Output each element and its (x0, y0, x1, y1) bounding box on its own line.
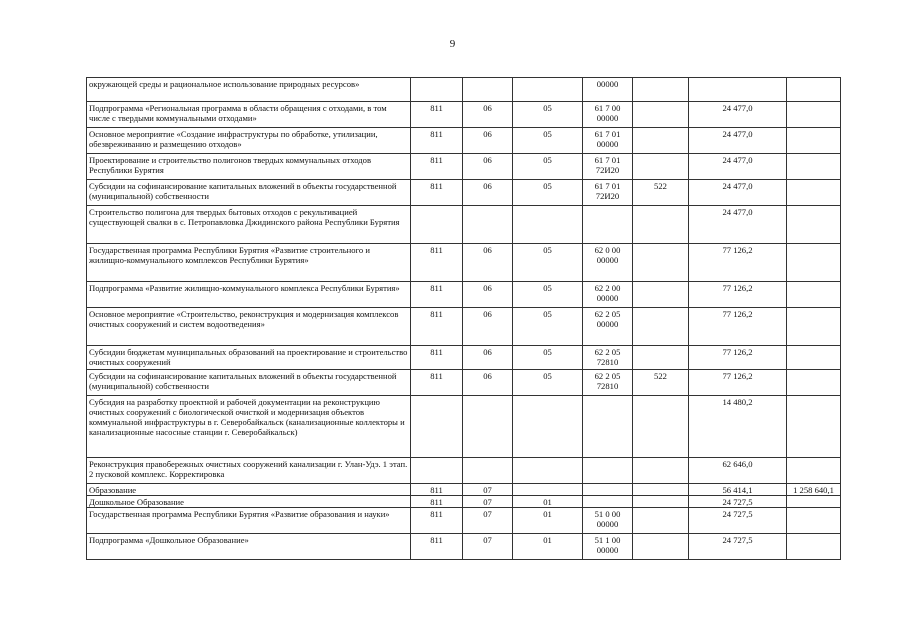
row-ministry-cell: 811 (411, 370, 463, 396)
row-amount-cell: 77 126,2 (689, 308, 787, 346)
row-section-cell: 06 (463, 154, 513, 180)
row-target-code-cell (583, 206, 633, 244)
row-target-code-cell: 61 7 00 00000 (583, 102, 633, 128)
row-amount-cell: 56 414,1 (689, 484, 787, 496)
row-amount2-cell (787, 244, 841, 282)
row-expense-type-cell (633, 244, 689, 282)
row-amount-cell: 24 477,0 (689, 180, 787, 206)
row-expense-type-cell (633, 508, 689, 534)
row-subsection-cell: 05 (513, 154, 583, 180)
row-section-cell (463, 396, 513, 458)
row-subsection-cell: 05 (513, 370, 583, 396)
row-ministry-cell: 811 (411, 308, 463, 346)
row-expense-type-cell: 522 (633, 370, 689, 396)
row-amount-cell: 24 477,0 (689, 206, 787, 244)
row-expense-type-cell (633, 534, 689, 560)
row-section-cell (463, 206, 513, 244)
row-amount2-cell (787, 154, 841, 180)
row-amount2-cell: 1 258 640,1 (787, 484, 841, 496)
row-section-cell: 07 (463, 484, 513, 496)
row-ministry-cell (411, 458, 463, 484)
row-amount2-cell (787, 508, 841, 534)
row-section-cell: 06 (463, 102, 513, 128)
row-name-cell: Государственная программа Республики Бурятия «Развитие строительного и жилищно-коммунального комплексов Республики Бурятия» (87, 244, 411, 282)
row-target-code-cell: 62 2 00 00000 (583, 282, 633, 308)
row-section-cell: 06 (463, 370, 513, 396)
row-target-code-cell: 61 7 01 72И20 (583, 180, 633, 206)
row-target-code-cell: 61 7 01 72И20 (583, 154, 633, 180)
row-expense-type-cell (633, 308, 689, 346)
row-section-cell: 06 (463, 308, 513, 346)
row-target-code-cell: 51 0 00 00000 (583, 508, 633, 534)
row-subsection-cell (513, 458, 583, 484)
page-number: 9 (449, 38, 456, 50)
row-ministry-cell: 811 (411, 534, 463, 560)
row-target-code-cell: 00000 (583, 78, 633, 102)
row-name-cell: Субсидия на разработку проектной и рабочей документации на реконструкцию очистных сооружений с биологической очисткой и модернизация объектов коммунальной инфраструктуры в г. Северобайкальск (канализационные коллекторы и канализационные насосные станции г. Северобайкальск) (87, 396, 411, 458)
row-amount2-cell (787, 282, 841, 308)
table-row (87, 508, 841, 534)
row-amount-cell: 77 126,2 (689, 244, 787, 282)
row-subsection-cell (513, 78, 583, 102)
table-body (87, 78, 841, 560)
row-target-code-cell (583, 496, 633, 508)
row-name-cell: Проектирование и строительство полигонов твердых коммунальных отходов Республики Бурятия (87, 154, 411, 180)
table-row (87, 308, 841, 346)
row-target-code-cell: 62 2 05 72810 (583, 370, 633, 396)
row-target-code-cell: 61 7 01 00000 (583, 128, 633, 154)
row-section-cell: 06 (463, 180, 513, 206)
row-expense-type-cell (633, 346, 689, 370)
row-subsection-cell (513, 396, 583, 458)
row-subsection-cell: 05 (513, 282, 583, 308)
row-name-cell: Образование (87, 484, 411, 496)
row-subsection-cell (513, 484, 583, 496)
row-subsection-cell: 05 (513, 244, 583, 282)
row-amount2-cell (787, 102, 841, 128)
row-expense-type-cell (633, 484, 689, 496)
row-target-code-cell: 62 2 05 00000 (583, 308, 633, 346)
row-name-cell: Субсидии на софинансирование капитальных вложений в объекты государственной (муниципальной) собственности (87, 370, 411, 396)
table-row (87, 458, 841, 484)
row-amount-cell: 24 477,0 (689, 102, 787, 128)
row-ministry-cell: 811 (411, 244, 463, 282)
table-row (87, 180, 841, 206)
row-amount2-cell (787, 206, 841, 244)
row-subsection-cell: 01 (513, 508, 583, 534)
row-amount2-cell (787, 346, 841, 370)
row-name-cell: Государственная программа Республики Бурятия «Развитие образования и науки» (87, 508, 411, 534)
budget-table (86, 77, 841, 560)
table-row (87, 244, 841, 282)
row-subsection-cell: 01 (513, 534, 583, 560)
row-amount-cell: 62 646,0 (689, 458, 787, 484)
row-amount-cell: 24 477,0 (689, 128, 787, 154)
table-row (87, 78, 841, 102)
row-section-cell: 06 (463, 128, 513, 154)
row-expense-type-cell (633, 458, 689, 484)
table-row (87, 206, 841, 244)
row-subsection-cell: 01 (513, 496, 583, 508)
row-section-cell (463, 458, 513, 484)
row-expense-type-cell (633, 206, 689, 244)
row-expense-type-cell (633, 282, 689, 308)
row-target-code-cell: 51 1 00 00000 (583, 534, 633, 560)
row-expense-type-cell (633, 78, 689, 102)
table-row (87, 370, 841, 396)
row-name-cell: окружающей среды и рациональное использование природных ресурсов» (87, 78, 411, 102)
row-subsection-cell: 05 (513, 308, 583, 346)
table-row (87, 496, 841, 508)
row-target-code-cell (583, 458, 633, 484)
row-amount2-cell (787, 534, 841, 560)
row-ministry-cell: 811 (411, 180, 463, 206)
row-amount-cell: 14 480,2 (689, 396, 787, 458)
row-expense-type-cell (633, 128, 689, 154)
row-ministry-cell (411, 396, 463, 458)
row-ministry-cell: 811 (411, 496, 463, 508)
row-amount2-cell (787, 308, 841, 346)
row-ministry-cell: 811 (411, 128, 463, 154)
row-expense-type-cell: 522 (633, 180, 689, 206)
row-section-cell: 06 (463, 346, 513, 370)
row-amount2-cell (787, 180, 841, 206)
row-section-cell (463, 78, 513, 102)
row-subsection-cell (513, 206, 583, 244)
row-amount2-cell (787, 78, 841, 102)
row-amount-cell: 24 727,5 (689, 496, 787, 508)
row-section-cell: 07 (463, 496, 513, 508)
table-row (87, 128, 841, 154)
row-target-code-cell (583, 484, 633, 496)
table-row (87, 534, 841, 560)
row-target-code-cell (583, 396, 633, 458)
row-section-cell: 07 (463, 508, 513, 534)
row-subsection-cell: 05 (513, 346, 583, 370)
row-section-cell: 06 (463, 244, 513, 282)
row-target-code-cell: 62 2 05 72810 (583, 346, 633, 370)
row-name-cell: Подпрограмма «Дошкольное Образование» (87, 534, 411, 560)
row-ministry-cell: 811 (411, 484, 463, 496)
row-expense-type-cell (633, 102, 689, 128)
row-section-cell: 06 (463, 282, 513, 308)
table-row (87, 396, 841, 458)
row-amount2-cell (787, 128, 841, 154)
row-amount-cell: 77 126,2 (689, 282, 787, 308)
row-amount-cell (689, 78, 787, 102)
row-name-cell: Субсидии бюджетам муниципальных образований на проектирование и строительство очистных сооружений (87, 346, 411, 370)
row-amount2-cell (787, 396, 841, 458)
row-subsection-cell: 05 (513, 102, 583, 128)
row-ministry-cell (411, 78, 463, 102)
row-name-cell: Подпрограмма «Развитие жилищно-коммунального комплекса Республики Бурятия» (87, 282, 411, 308)
row-section-cell: 07 (463, 534, 513, 560)
table-row (87, 154, 841, 180)
row-ministry-cell: 811 (411, 102, 463, 128)
row-amount-cell: 77 126,2 (689, 370, 787, 396)
row-subsection-cell: 05 (513, 128, 583, 154)
row-amount-cell: 77 126,2 (689, 346, 787, 370)
row-target-code-cell: 62 0 00 00000 (583, 244, 633, 282)
table-row (87, 282, 841, 308)
row-name-cell: Субсидии на софинансирование капитальных вложений в объекты государственной (муниципальной) собственности (87, 180, 411, 206)
table-row (87, 484, 841, 496)
row-amount2-cell (787, 458, 841, 484)
row-expense-type-cell (633, 396, 689, 458)
row-name-cell: Дошкольное Образование (87, 496, 411, 508)
row-ministry-cell: 811 (411, 282, 463, 308)
row-name-cell: Подпрограмма «Региональная программа в области обращения с отходами, в том числе с твердыми коммунальными отходами» (87, 102, 411, 128)
row-amount-cell: 24 727,5 (689, 508, 787, 534)
row-expense-type-cell (633, 496, 689, 508)
table-row (87, 102, 841, 128)
row-name-cell: Основное мероприятие «Строительство, реконструкция и модернизация комплексов очистных сооружений и систем водоотведения» (87, 308, 411, 346)
table-row (87, 346, 841, 370)
row-ministry-cell (411, 206, 463, 244)
row-ministry-cell: 811 (411, 508, 463, 534)
row-amount-cell: 24 727,5 (689, 534, 787, 560)
row-expense-type-cell (633, 154, 689, 180)
row-amount2-cell (787, 496, 841, 508)
row-amount2-cell (787, 370, 841, 396)
row-subsection-cell: 05 (513, 180, 583, 206)
row-name-cell: Основное мероприятие «Создание инфраструктуры по обработке, утилизации, обезвреживанию и размещению отходов» (87, 128, 411, 154)
row-ministry-cell: 811 (411, 154, 463, 180)
row-name-cell: Реконструкция правобережных очистных сооружений канализации г. Улан-Удэ. 1 этап. 2 пусковой комплекс. Корректировка (87, 458, 411, 484)
row-amount-cell: 24 477,0 (689, 154, 787, 180)
row-ministry-cell: 811 (411, 346, 463, 370)
row-name-cell: Строительство полигона для твердых бытовых отходов с рекультивацией существующей свалки в с. Петропавловка Джидинского района Республики Бурятия (87, 206, 411, 244)
